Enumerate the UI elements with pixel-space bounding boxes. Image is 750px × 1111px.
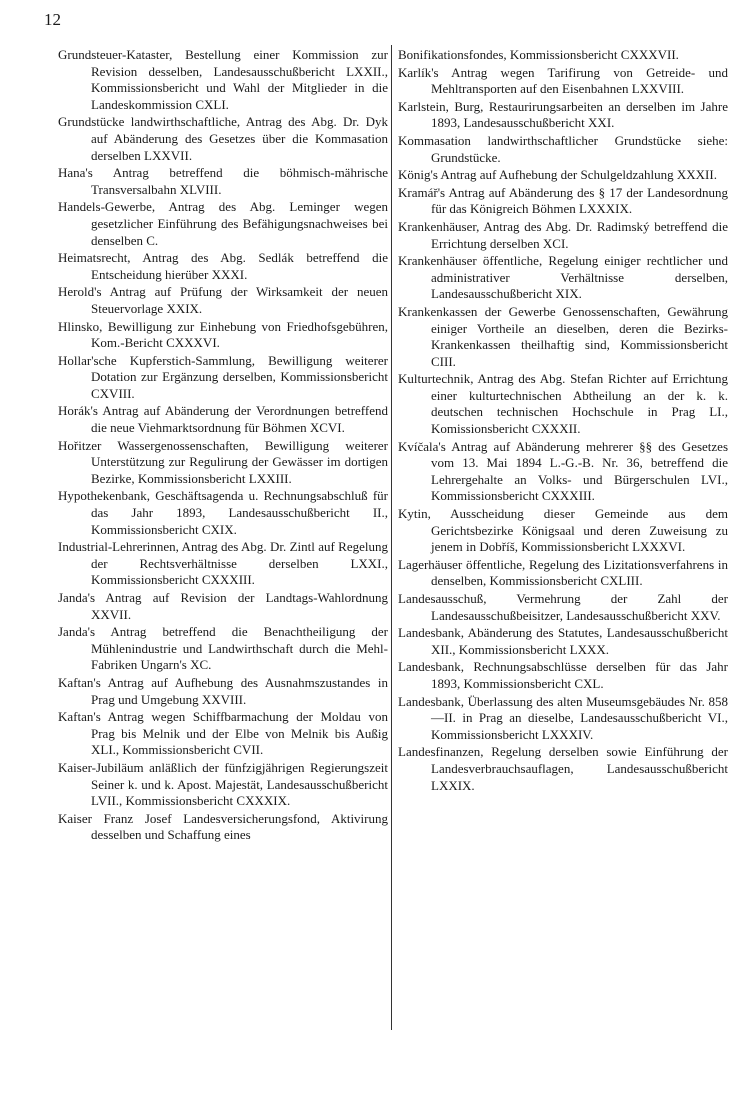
index-entry: Industrial-Lehrerinnen, Antrag des Abg. Dr. Zintl auf Regelung der Rechtsverhältnisse derselben LXXI., Kommissionsbericht CXXXIII. — [58, 539, 388, 588]
index-entry: Janda's Antrag auf Revision der Landtags-Wahlordnung XXVII. — [58, 590, 388, 622]
index-entry: Landesausschuß, Vermehrung der Zahl der Landesausschußbeisitzer, Landesausschußbericht XXV. — [398, 591, 728, 623]
index-column-right — [398, 47, 728, 795]
index-entry: Hlinsko, Bewilligung zur Einhebung von Friedhofsgebühren, Kom.-Bericht CXXXVI. — [58, 318, 388, 351]
index-entry: Kvíčala's Antrag auf Abänderung mehrerer §§ des Gesetzes vom 13. Mai 1894 L.-G.-B. Nr. 36, betreffend die Lehrergehalte an Volks- und Bürgerschulen LVI., Kommissionsbericht CXXXIII. — [398, 438, 728, 504]
index-entry: Kommasation landwirthschaftlicher Grundstücke siehe: Grundstücke. — [398, 132, 728, 165]
index-entry: Kytin, Ausscheidung dieser Gemeinde aus dem Gerichtsbezirke Königsaal und deren Zuweisung zu jenem in Dobříš, Kommissionsbericht LXXXVI. — [398, 506, 728, 555]
index-entry: Landesfinanzen, Regelung derselben sowie Einführung der Landesverbrauchsauflagen, Landesausschußbericht LXXIX. — [398, 744, 728, 793]
column-divider — [391, 45, 392, 1030]
index-entry: König's Antrag auf Aufhebung der Schulgeldzahlung XXXII. — [398, 167, 717, 183]
index-entry: Kaftan's Antrag wegen Schiffbarmachung der Moldau von Prag bis Melnik und der Elbe von Melnik bis Außig XLI., Kommissionsbericht CVII. — [58, 709, 388, 758]
index-entry: Karlík's Antrag wegen Tarifirung von Getreide- und Mehltransporten auf den Eisenbahnen LXXVIII. — [398, 64, 728, 97]
index-entry: Heimatsrecht, Antrag des Abg. Sedlák betreffend die Entscheidung hierüber XXXI. — [58, 250, 388, 282]
index-entry: Hollar'sche Kupferstich-Sammlung, Bewilligung weiterer Dotation zur Ergänzung derselben, Kommissionsbericht CXVIII. — [58, 352, 388, 401]
index-entry: Karlstein, Burg, Restaurirungsarbeiten an derselben im Jahre 1893, Landesausschußbericht XXI. — [398, 98, 728, 131]
index-entry: Hypothekenbank, Geschäftsagenda u. Rechnungsabschluß für das Jahr 1893, Landesausschußbericht II., Kommissionsbericht CXIX. — [58, 488, 388, 537]
index-entry: Kaiser Franz Josef Landesversicherungsfond, Aktivirung desselben und Schaffung eines — [58, 810, 388, 843]
index-entry: Handels-Gewerbe, Antrag des Abg. Leminger wegen gesetzlicher Einführung des Befähigungsnachweises bei denselben C. — [58, 199, 388, 248]
index-entry: Landesbank, Überlassung des alten Museumsgebäudes Nr. 858—II. in Prag an dieselbe, Landesausschußbericht VI., Kommissionsbericht LXXXIV. — [398, 693, 728, 742]
index-entry: Landesbank, Abänderung des Statutes, Landesausschußbericht XII., Kommissionsbericht LXXX. — [398, 625, 728, 657]
index-entry: Bonifikationsfondes, Kommissionsbericht CXXXVII. — [398, 47, 679, 62]
index-entry: Herold's Antrag auf Prüfung der Wirksamkeit der neuen Steuervorlage XXIX. — [58, 284, 388, 316]
index-entry: Hana's Antrag betreffend die böhmisch-mährische Transversalbahn XLVIII. — [58, 165, 388, 197]
index-entry: Krankenhäuser öffentliche, Regelung einiger rechtlicher und administrativer Verhältnisse derselben, Landesausschußbericht XIX. — [398, 253, 728, 302]
index-entry: Hořitzer Wassergenossenschaften, Bewilligung weiterer Unterstützung zur Regulirung der Gewässer im dortigen Bezirke, Kommissionsbericht LXXIII. — [58, 437, 388, 486]
page-number: 12 — [44, 10, 61, 29]
index-entry: Kaiser-Jubiläum anläßlich der fünfzigjährigen Regierungszeit Seiner k. und k. Apost. Majestät, Landesausschußbericht LVII., Kommissionsbericht CXXXIX. — [58, 759, 388, 809]
index-entry: Grundstücke landwirthschaftliche, Antrag des Abg. Dr. Dyk auf Abänderung des Gesetzes über die Kommasation derselben LXXVII. — [58, 114, 388, 163]
index-column-left — [58, 47, 388, 845]
index-entry: Grundsteuer-Kataster, Bestellung einer Kommission zur Revision desselben, Landesausschußbericht LXXII., Kommissionsbericht und Wahl der Mitglieder in die Landeskommission CXLI. — [58, 47, 388, 112]
index-entry: Landesbank, Rechnungsabschlüsse derselben für das Jahr 1893, Kommissionsbericht CXL. — [398, 659, 728, 691]
index-entry: Kulturtechnik, Antrag des Abg. Stefan Richter auf Errichtung einer kulturtechnischen Abtheilung an der k. k. deutschen technischen Hochschule in Prag LI., Komissionsbericht CXXXII. — [398, 371, 728, 437]
index-entry: Krankenkassen der Gewerbe Genossenschaften, Gewährung einiger Vortheile an dieselben, deren die Bezirks-Krankenkassen theilhaftig sind, Kommissionsbericht CIII. — [398, 303, 728, 369]
index-entry: Kramář's Antrag auf Abänderung des § 17 der Landesordnung für das Königreich Böhmen LXXXIX. — [398, 184, 728, 217]
index-entry: Kaftan's Antrag auf Aufhebung des Ausnahmszustandes in Prag und Umgebung XXVIII. — [58, 674, 388, 707]
index-entry: Horák's Antrag auf Abänderung der Verordnungen betreffend die neue Viehmarktsordnung für Böhmen XCVI. — [58, 403, 388, 436]
index-entry: Lagerhäuser öffentliche, Regelung des Lizitationsverfahrens in denselben, Kommissionsbericht CXLIII. — [398, 556, 728, 589]
index-entry: Krankenhäuser, Antrag des Abg. Dr. Radimský betreffend die Errichtung derselben XCI. — [398, 218, 728, 251]
index-entry: Janda's Antrag betreffend die Benachtheiligung der Mühlenindustrie und Landwirthschaft durch die Mehl-Fabriken Ungarn's XC. — [58, 624, 388, 673]
